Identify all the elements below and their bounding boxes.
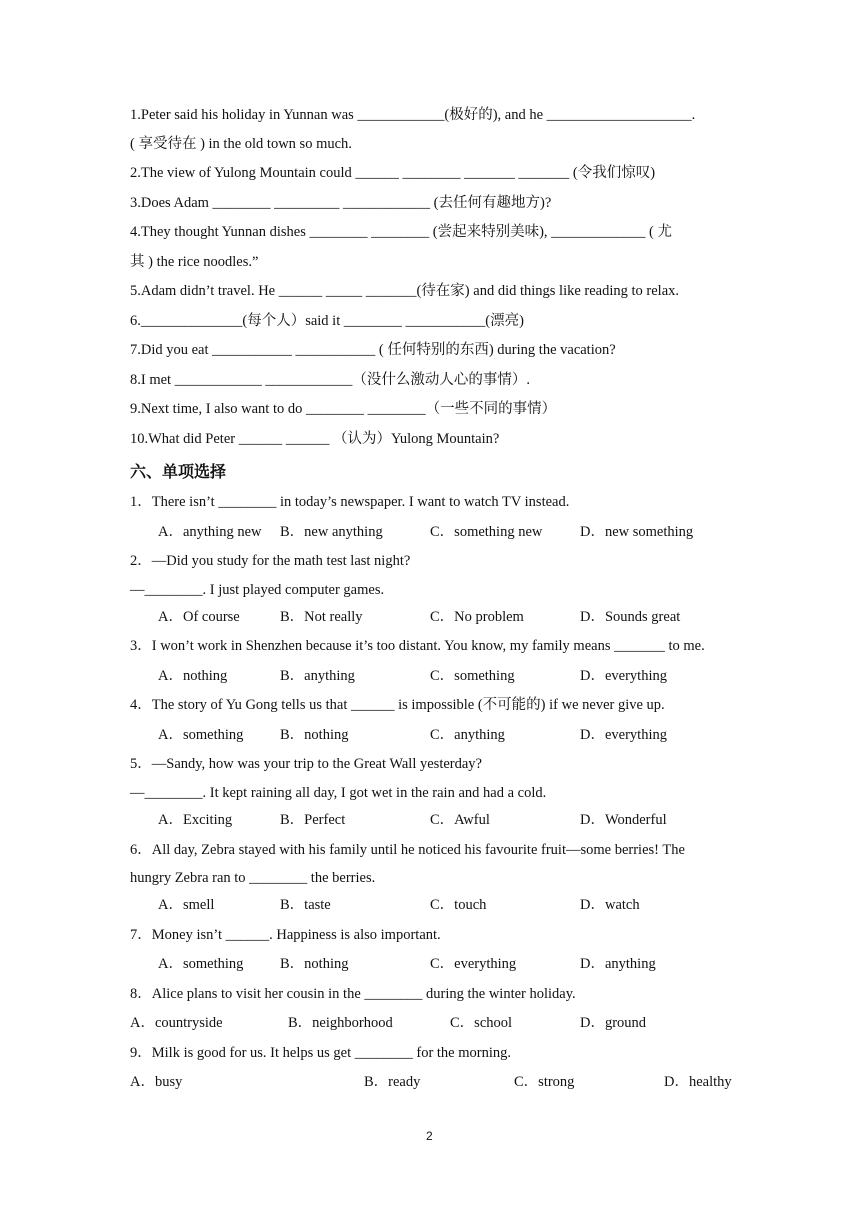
question-2-option-b: B．Not really: [280, 609, 363, 625]
question-6-option-b: B．taste: [280, 897, 331, 913]
question-5-stem-b: —________. It kept raining all day, I got wet in the rain and had a cold.: [130, 785, 547, 801]
question-9-stem: 9．Milk is good for us. It helps us get ________ for the morning.: [130, 1045, 512, 1061]
question-2-stem-b: —________. I just played computer games.: [130, 582, 385, 598]
question-1-option-d: D．new something: [580, 524, 694, 540]
question-2-option-a: A．Of course: [158, 609, 240, 625]
question-8-option-c: C．school: [450, 1015, 513, 1031]
question-7-option-a: A．something: [158, 956, 244, 972]
question-2-option-d: D．Sounds great: [580, 609, 681, 625]
question-5-option-c: C．Awful: [430, 812, 490, 828]
question-7-option-c: C．everything: [430, 956, 517, 972]
fill-line-3: 3.Does Adam ________ _________ ____________ (去任何有趣地方)?: [130, 195, 552, 211]
question-5-option-d: D．Wonderful: [580, 812, 667, 828]
question-3-option-b: B．anything: [280, 668, 355, 684]
question-3-option-c: C．something: [430, 668, 515, 684]
fill-line-7: 7.Did you eat ___________ ___________ ( 任何特别的东西) during the vacation?: [130, 342, 616, 358]
fill-line-8: 8.I met ____________ ____________（没什么激动人心的事情）.: [130, 372, 530, 388]
question-5-option-a: A．Exciting: [158, 812, 233, 828]
question-8-option-a: A．countryside: [130, 1015, 223, 1031]
question-1-option-a: A．anything new: [158, 524, 262, 540]
question-5-stem: 5．—Sandy, how was your trip to the Great Wall yesterday?: [130, 756, 482, 772]
section-title: 六、单项选择: [130, 462, 227, 481]
question-8-option-d: D．ground: [580, 1015, 647, 1031]
fill-line-9: 9.Next time, I also want to do ________ ________（一些不同的事情）: [130, 401, 557, 417]
question-1-stem: 1．There isn’t ________ in today’s newspaper. I want to watch TV instead.: [130, 494, 570, 510]
question-6-option-c: C．touch: [430, 897, 487, 913]
fill-line-4: 4.They thought Yunnan dishes ________ ________ (尝起来特别美味), _____________ ( 尤: [130, 224, 672, 240]
question-3-option-a: A．nothing: [158, 668, 228, 684]
question-7-option-d: D．anything: [580, 956, 656, 972]
question-9-option-d: D．healthy: [664, 1074, 732, 1090]
question-8-stem: 8．Alice plans to visit her cousin in the ________ during the winter holiday.: [130, 986, 576, 1002]
question-2-stem: 2．—Did you study for the math test last night?: [130, 553, 411, 569]
question-4-stem: 4．The story of Yu Gong tells us that ______ is impossible (不可能的) if we never give up.: [130, 697, 665, 713]
fill-line-6: 6.______________(每个人）said it ________ ___________(漂亮): [130, 313, 524, 329]
question-4-option-c: C．anything: [430, 727, 505, 743]
question-3-option-d: D．everything: [580, 668, 667, 684]
fill-line-4b: 其 ) the rice noodles.”: [130, 254, 259, 270]
question-6-stem: 6．All day, Zebra stayed with his family until he noticed his favourite fruit—some berries! The: [130, 842, 685, 858]
fill-line-2: 2.The view of Yulong Mountain could ______ ________ _______ _______ (令我们惊叹): [130, 165, 656, 181]
question-2-option-c: C．No problem: [430, 609, 524, 625]
question-9-option-b: B．ready: [364, 1074, 421, 1090]
question-9-option-c: C．strong: [514, 1074, 575, 1090]
question-7-stem: 7．Money isn’t ______. Happiness is also important.: [130, 927, 441, 943]
question-1-option-b: B．new anything: [280, 524, 383, 540]
question-7-option-b: B．nothing: [280, 956, 349, 972]
question-9-option-a: A．busy: [130, 1074, 183, 1090]
page-number: 2: [426, 1129, 433, 1143]
fill-line-10: 10.What did Peter ______ ______ （认为）Yulong Mountain?: [130, 431, 500, 447]
question-4-option-b: B．nothing: [280, 727, 349, 743]
question-4-option-a: A．something: [158, 727, 244, 743]
question-6-stem-b: hungry Zebra ran to ________ the berries.: [130, 870, 376, 886]
question-8-option-b: B．neighborhood: [288, 1015, 393, 1031]
question-1-option-c: C．something new: [430, 524, 543, 540]
question-4-option-d: D．everything: [580, 727, 667, 743]
fill-line-1b: ( 享受待在 ) in the old town so much.: [130, 136, 352, 152]
question-3-stem: 3．I won’t work in Shenzhen because it’s too distant. You know, my family means _______ to me.: [130, 638, 705, 654]
fill-line-5: 5.Adam didn’t travel. He ______ _____ _______(待在家) and did things like reading to relax.: [130, 283, 680, 299]
fill-line-1: 1.Peter said his holiday in Yunnan was ____________(极好的), and he ____________________.: [130, 107, 696, 123]
question-5-option-b: B．Perfect: [280, 812, 346, 828]
question-6-option-d: D．watch: [580, 897, 640, 913]
question-6-option-a: A．smell: [158, 897, 215, 913]
